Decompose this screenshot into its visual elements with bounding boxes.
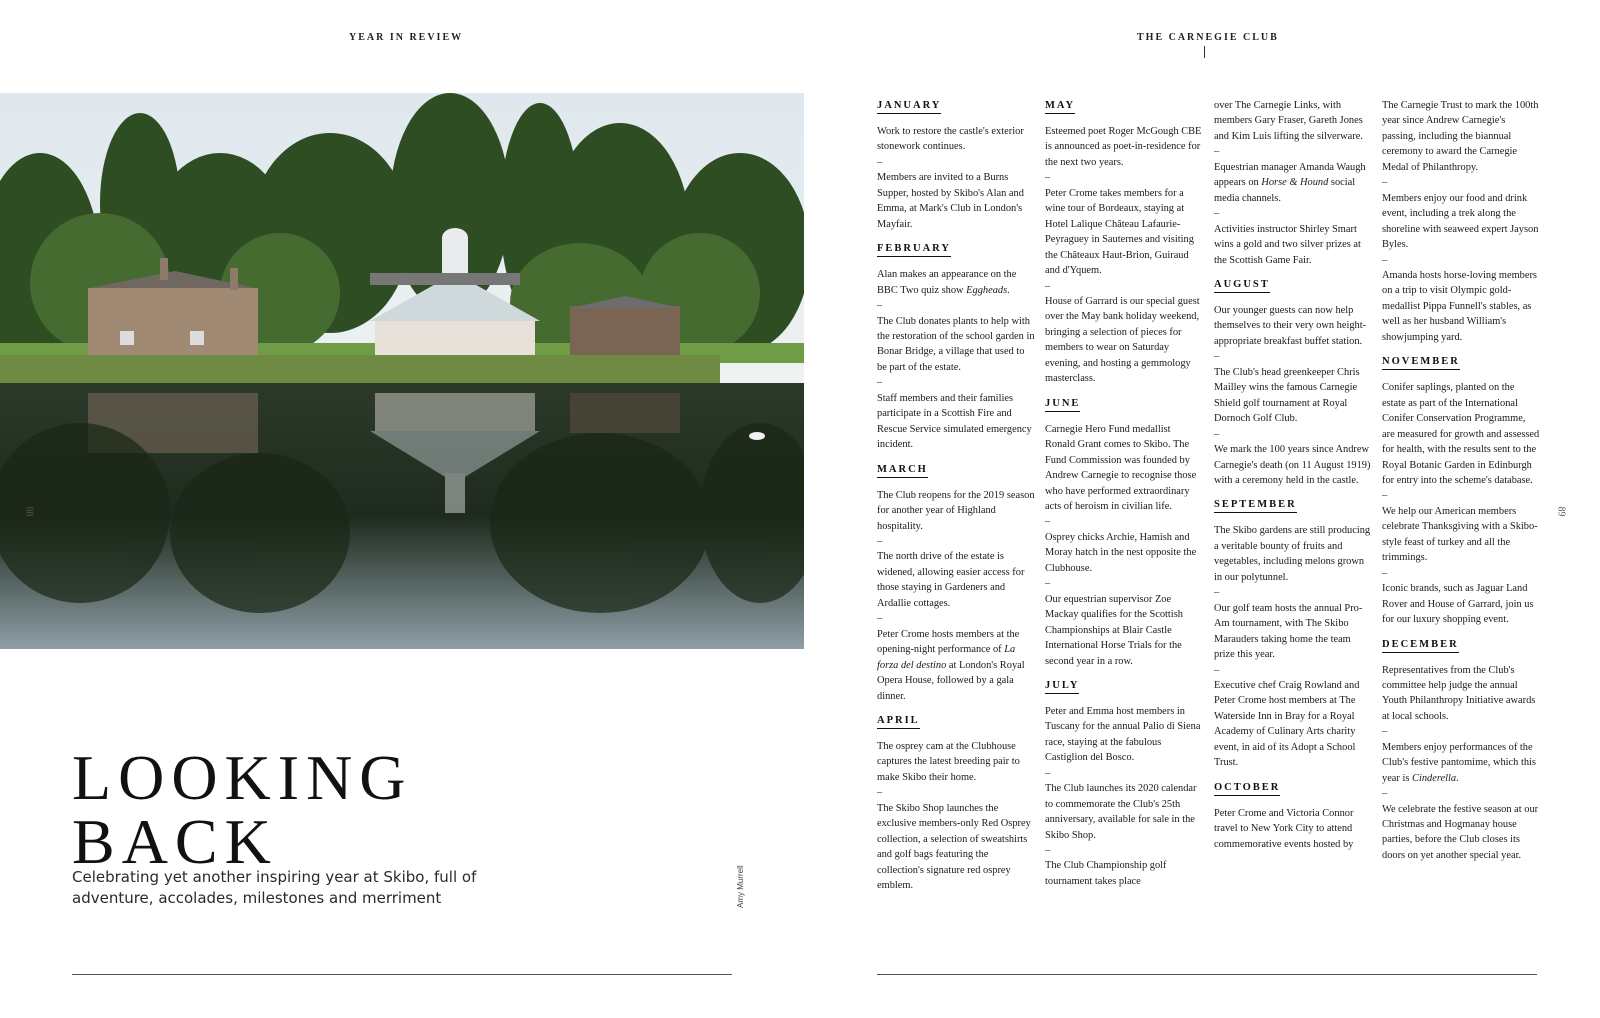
entry-text: We help our American members celebrate Thanksgiving with a Skibo-style feast of turkey and all the trimmings.	[1382, 505, 1538, 564]
entry-separator: –	[877, 300, 883, 312]
entry-text: We mark the 100 years since Andrew Carnegie's death (on 11 August 1919) with a ceremony held in the castle.	[1214, 444, 1371, 486]
entry-separator: –	[877, 613, 883, 625]
month-heading: OCTOBER	[1214, 781, 1280, 796]
entry-separator: –	[877, 787, 883, 799]
entry-text: Members are invited to a Burns Supper, hosted by Skibo's Alan and Emma, at Mark's Club in London's Mayfair.	[877, 172, 1024, 230]
timeline-entry	[877, 391, 1035, 453]
entry-text: Peter Crome and Victoria Connor travel to New York City to attend commemorative events hosted by	[1214, 807, 1354, 850]
timeline-entry	[1045, 781, 1203, 843]
entry-separator: –	[1214, 146, 1220, 158]
entry-text: Representatives from the Club's committee help judge the annual Youth Philanthropy Initiative awards at local schools.	[1382, 664, 1536, 722]
entry-text: Staff members and their families participate in a Scottish Fire and Rescue Service simulated emergency incident.	[877, 392, 1032, 451]
month-heading: MARCH	[877, 463, 928, 478]
entry-text: The Club donates plants to help with the restoration of the school garden in Bonar Bridge, a village that used to be part of the estate.	[877, 315, 1035, 373]
entry-separator: –	[1045, 845, 1051, 857]
timeline-entry	[1045, 124, 1203, 170]
timeline-entry	[877, 488, 1035, 534]
entry-separator: –	[1214, 587, 1220, 599]
entry-text: The north drive of the estate is widened, allowing easier access for those staying in Gardeners and Ardallie cottages.	[877, 551, 1025, 609]
month-heading: JANUARY	[877, 99, 941, 114]
timeline-entry	[1382, 98, 1540, 175]
timeline-entry	[877, 549, 1035, 611]
entry-text: Iconic brands, such as Jaguar Land Rover and House of Garrard, join us for our luxury shopping event.	[1382, 583, 1534, 626]
entry-text: Amanda hosts horse-loving members on a trip to visit Olympic gold-medallist Pippa Funnell's stables, as well as her husband William's showjumping yard.	[1382, 269, 1537, 343]
entry-text: Our younger guests can now help themselves to their very own height-appropriate breakfast buffet station.	[1214, 304, 1367, 347]
entry-separator: –	[877, 377, 883, 389]
entry-separator: –	[1382, 490, 1388, 502]
entry-text: over The Carnegie Links, with members Gary Fraser, Gareth Jones and Kim Luis lifting the silverware.	[1214, 100, 1363, 142]
timeline-entry	[1214, 365, 1372, 427]
timeline-column-4	[1382, 98, 1540, 863]
photo-credit: Amy Murrell	[736, 865, 745, 908]
timeline-entry	[1382, 504, 1540, 566]
entry-text: We celebrate the festive season at our Christmas and Hogmanay house parties, before the Club closes its doors on yet another special year.	[1382, 803, 1539, 861]
timeline-entry	[1214, 222, 1372, 268]
entry-text: The Carnegie Trust to mark the 100th year since Andrew Carnegie's passing, including the biannual ceremony to award the Carnegie Medal of Philanthropy.	[1382, 100, 1539, 173]
entry-separator: –	[1382, 254, 1388, 266]
entry-text: Equestrian manager Amanda Waugh appears on	[1214, 161, 1366, 189]
timeline-column-3	[1214, 98, 1372, 852]
timeline-column-1	[877, 98, 1035, 893]
entry-italic-title: Cinderella	[1412, 772, 1457, 784]
month-heading: SEPTEMBER	[1214, 498, 1297, 513]
entry-text-tail: at London's Royal Opera House, followed by a gala dinner.	[877, 659, 1025, 702]
running-head-right: THE CARNEGIE CLUB	[1137, 32, 1279, 43]
entry-text: The osprey cam at the Clubhouse captures the latest breeding pair to make Skibo their home.	[877, 740, 1020, 783]
entry-separator: –	[877, 535, 883, 547]
entry-text: Alan makes an appearance on the BBC Two quiz show	[877, 269, 1017, 296]
entry-text: Executive chef Craig Rowland and Peter Crome host members at The Waterside Inn in Bray for a Royal Academy of Culinary Arts charity event, in aid of its Adopt a School Trust.	[1214, 679, 1360, 769]
month-heading: JULY	[1045, 679, 1079, 694]
timeline-entry	[877, 124, 1035, 155]
title-line-1: LOOKING	[72, 741, 413, 813]
entry-italic-title: Eggheads	[966, 284, 1008, 296]
page-number-left: 88	[23, 506, 35, 517]
entry-text: Conifer saplings, planted on the estate as part of the International Conifer Conservation Programme, are measured for growth and assessed for health, with the results sent to the Royal Botanic Garden in Edinburgh for entry into the scheme's database.	[1382, 382, 1540, 486]
subtitle: Celebrating yet another inspiring year at Skibo, full of adventure, accolades, milestones and merriment	[72, 868, 477, 907]
entry-separator: –	[1045, 280, 1051, 292]
entry-text: House of Garrard is our special guest over the May bank holiday weekend, bringing a selection of pieces for members to wear on Saturday evening, and hosting a gemmology masterclass.	[1045, 295, 1200, 385]
running-head-left: YEAR IN REVIEW	[349, 32, 464, 43]
timeline-entry	[1214, 523, 1372, 585]
entry-text: Peter Crome takes members for a wine tour of Bordeaux, staying at Hotel Lalique Château Lafaurie-Peyraguey in Sauternes and visiting the Châteaux Haut-Brion, Guiraud and d'Yquem.	[1045, 187, 1194, 277]
entry-separator: –	[1382, 567, 1388, 579]
timeline-entry	[1382, 663, 1540, 725]
entry-separator: –	[1045, 172, 1051, 184]
timeline-entry	[1214, 806, 1372, 852]
month-heading: JUNE	[1045, 397, 1080, 412]
page-number-right: 89	[1555, 506, 1567, 517]
bottom-rule-left	[72, 974, 732, 975]
entry-text: Work to restore the castle's exterior stonework continues.	[877, 126, 1024, 153]
timeline-entry	[1214, 303, 1372, 349]
header-divider	[1204, 46, 1205, 58]
timeline-entry	[1382, 802, 1540, 864]
entry-text: Peter and Emma host members in Tuscany for the annual Palio di Siena race, staying at the fabulous Castiglion del Bosco.	[1045, 705, 1201, 764]
timeline-column-2	[1045, 98, 1203, 889]
entry-separator: –	[1214, 351, 1220, 363]
timeline-entry	[1045, 704, 1203, 766]
entry-separator: –	[1045, 767, 1051, 779]
timeline-entry	[1382, 268, 1540, 345]
entry-separator: –	[1382, 788, 1388, 800]
month-heading: AUGUST	[1214, 278, 1270, 293]
entry-separator: –	[1382, 726, 1388, 738]
entry-text: Our equestrian supervisor Zoe Mackay qualifies for the Scottish Championships at Blair Castle International Horse Trials for the second year in a row.	[1045, 593, 1183, 667]
timeline-entry	[877, 267, 1035, 298]
entry-text-tail: social media channels.	[1214, 177, 1356, 204]
entry-text: The Club's head greenkeeper Chris Mailley wins the famous Carnegie Shield golf tournament at Royal Dornoch Golf Club.	[1214, 366, 1360, 425]
timeline-entry	[1382, 581, 1540, 627]
page-title	[72, 741, 413, 877]
entry-separator: –	[1045, 516, 1051, 528]
entry-text: Activities instructor Shirley Smart wins a gold and two silver prizes at the Scottish Game Fair.	[1214, 223, 1361, 266]
timeline-entry	[877, 627, 1035, 704]
timeline-entry	[1214, 160, 1372, 206]
timeline-entry	[1045, 530, 1203, 576]
timeline-entry	[877, 314, 1035, 376]
timeline-entry	[1382, 380, 1540, 488]
timeline-entry	[1214, 601, 1372, 663]
entry-text: Peter Crome hosts members at the opening-night performance of	[877, 628, 1020, 656]
title-line-2: BACK	[72, 805, 278, 877]
entry-italic-title: Horse & Hound	[1261, 177, 1329, 189]
timeline-entry	[1045, 592, 1203, 669]
entry-text: The Skibo gardens are still producing a veritable bounty of fruits and vegetables, including melons grown in our polytunnel.	[1214, 525, 1371, 583]
timeline-entry	[1214, 678, 1372, 771]
entry-text: Osprey chicks Archie, Hamish and Moray hatch in the nest opposite the Clubhouse.	[1045, 531, 1197, 574]
entry-text: Carnegie Hero Fund medallist Ronald Grant comes to Skibo. The Fund Commission was founded by Andrew Carnegie to recognise those who have performed extraordinary acts of heroism in civilian life.	[1045, 423, 1197, 512]
month-heading: MAY	[1045, 99, 1075, 114]
timeline-entry	[877, 801, 1035, 894]
timeline-entry	[1045, 858, 1203, 889]
entry-italic-title: La forza del destino	[877, 644, 1016, 671]
entry-separator: –	[1214, 664, 1220, 676]
timeline-entry	[1045, 422, 1203, 515]
timeline-entry	[1045, 186, 1203, 279]
entry-text-tail: .	[1456, 772, 1459, 784]
entry-text: Esteemed poet Roger McGough CBE is announced as poet-in-residence for the next two years.	[1045, 126, 1202, 168]
entry-text: Members enjoy performances of the Club's festive pantomime, which this year is	[1382, 741, 1536, 784]
lake-photo	[0, 93, 804, 649]
timeline-entry	[1045, 294, 1203, 387]
entry-separator: –	[1214, 208, 1220, 220]
entry-text: Members enjoy our food and drink event, including a trek along the shoreline with seaweed expert Jayson Byles.	[1382, 192, 1539, 251]
entry-text: Our golf team hosts the annual Pro-Am tournament, with The Skibo Marauders taking home the team prize this year.	[1214, 602, 1363, 661]
entry-separator: –	[1214, 428, 1220, 440]
timeline-entry	[877, 170, 1035, 232]
entry-text: The Club Championship golf tournament takes place	[1045, 860, 1167, 887]
entry-text-tail: .	[1007, 284, 1010, 296]
entry-separator: –	[1045, 578, 1051, 590]
month-heading: APRIL	[877, 714, 920, 729]
month-heading: FEBRUARY	[877, 242, 951, 257]
timeline-entry	[1382, 191, 1540, 253]
entry-text: The Skibo Shop launches the exclusive members-only Red Osprey collection, a selection of sweatshirts and golf bags featuring the collection's signature red osprey emblem.	[877, 802, 1031, 892]
entry-text: The Club launches its 2020 calendar to commemorate the Club's 25th anniversary, available for sale in the Skibo Shop.	[1045, 783, 1197, 841]
timeline-entry	[1214, 442, 1372, 488]
timeline-entry	[1214, 98, 1372, 144]
entry-text: The Club reopens for the 2019 season for another year of Highland hospitality.	[877, 489, 1035, 532]
month-heading: DECEMBER	[1382, 638, 1459, 653]
entry-separator: –	[877, 156, 883, 168]
month-heading: NOVEMBER	[1382, 355, 1460, 370]
entry-separator: –	[1382, 177, 1388, 189]
timeline-entry	[1382, 740, 1540, 786]
timeline-entry	[877, 739, 1035, 785]
bottom-rule-right	[877, 974, 1537, 975]
